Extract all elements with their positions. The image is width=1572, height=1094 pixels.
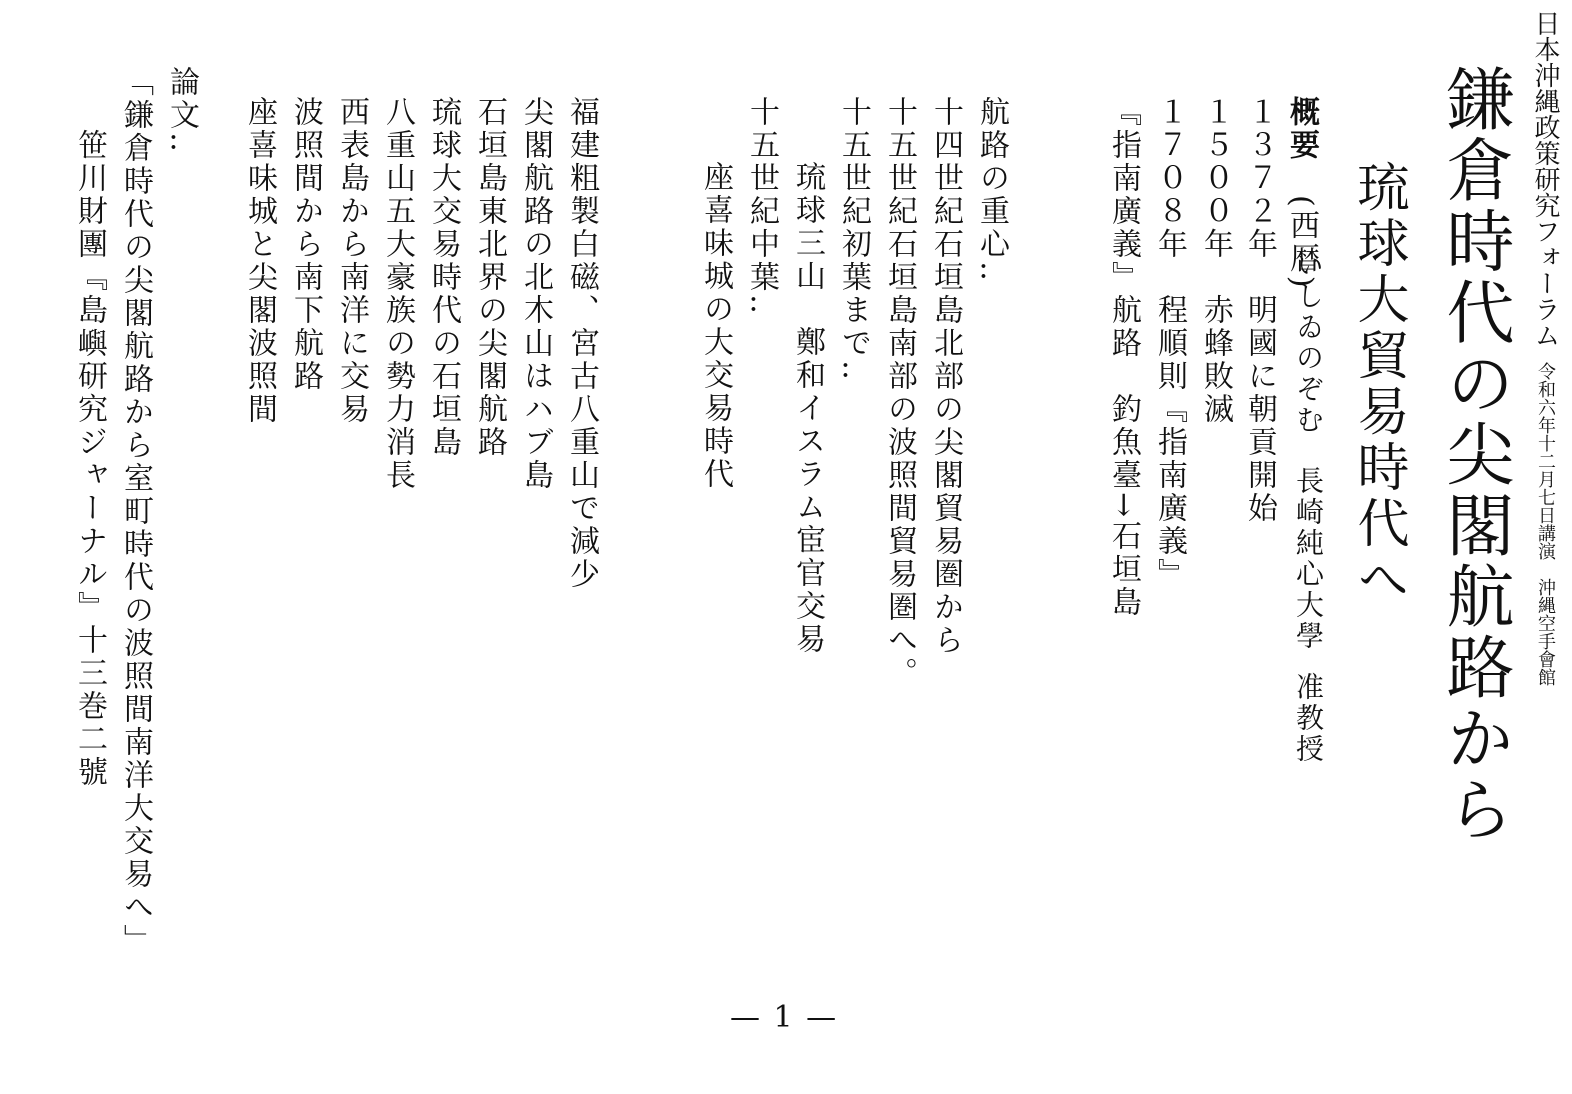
body-line: 波照間から南下航路 <box>288 96 323 393</box>
body-line: 概要 (西暦) <box>1284 96 1319 291</box>
body-line: 琉球三山 鄭和イスラム宦官交易 <box>790 128 825 656</box>
title-line-2: 琉球大貿易時代へ <box>1348 160 1408 608</box>
body-line: 座喜味城の大交易時代 <box>698 128 733 491</box>
body-line: １７０８年 程順則『指南廣義』 <box>1152 96 1187 591</box>
forum-name: 日本沖縄政策研究フォーラム <box>1530 10 1560 348</box>
body-line: 十五世紀初葉まで‥ <box>836 96 871 384</box>
body-line: 『指南廣義』航路 釣魚臺→石垣島 <box>1106 96 1141 620</box>
forum-header <box>1532 10 1558 686</box>
page-number: — 1 — <box>730 1000 839 1035</box>
author-rank: 准教授 <box>1292 672 1325 765</box>
body-line: 尖閣航路の北木山はハブ島 <box>518 96 553 492</box>
body-line: 論文‥ <box>164 66 199 156</box>
body-line: 石垣島東北界の尖閣航路 <box>472 96 507 459</box>
body-line: １５００年 赤蜂敗滅 <box>1198 96 1233 426</box>
author-block <box>1292 250 1325 765</box>
body-line: 琉球大交易時代の石垣島 <box>426 96 461 459</box>
body-line: 福建粗製白磁、宮古八重山で減少 <box>564 96 599 591</box>
title-line-1: 鎌倉時代の尖閣航路から <box>1435 64 1514 845</box>
section-heading: 概要 <box>1284 96 1319 162</box>
body-line: 「鎌倉時代の尖閣航路から室町時代の波照間南洋大交易へ」 <box>118 66 153 957</box>
body-line: 航路の重心‥ <box>974 96 1009 285</box>
author-affiliation: 長崎純心大學 <box>1292 466 1325 652</box>
author-name: いしゐのぞむ <box>1292 250 1325 436</box>
body-line: １３７２年 明國に朝貢開始 <box>1242 96 1277 525</box>
body-line: 笹川財團『島嶼研究ジャーナル』十三巻二號 <box>72 96 107 789</box>
body-line: 十五世紀中葉‥ <box>744 96 779 318</box>
body-line: 八重山五大豪族の勢力消長 <box>380 96 415 492</box>
body-line: 西表島から南洋に交易 <box>334 96 369 426</box>
body-line: 十五世紀石垣島南部の波照間貿易圏へ。 <box>882 96 917 690</box>
body-line: 座喜味城と尖閣波照間 <box>242 96 277 426</box>
lecture-date-venue: 令和六年十二月七日講演 沖縄空手會館 <box>1535 362 1556 686</box>
body-line: 十四世紀石垣島北部の尖閣貿易圏から <box>928 96 963 657</box>
